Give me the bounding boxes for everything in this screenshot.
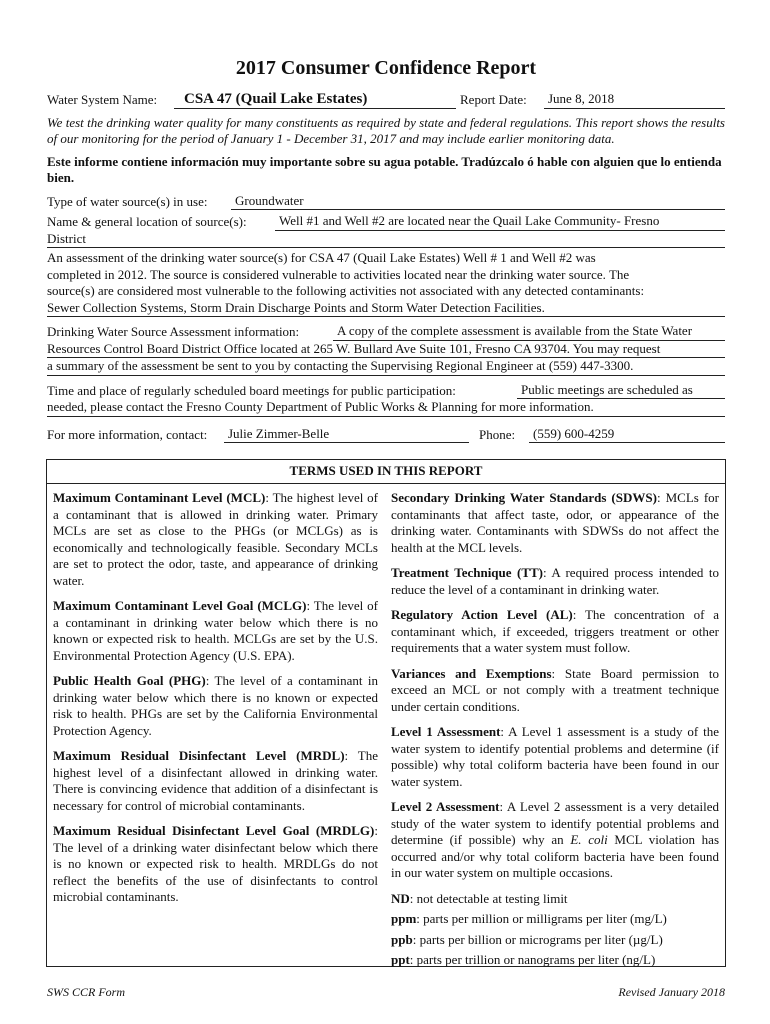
meetings-field: Public meetings are scheduled as bbox=[517, 382, 725, 400]
contact-name-field: Julie Zimmer-Belle bbox=[224, 426, 469, 444]
term-sdws: Secondary Drinking Water Standards (SDWS): MCLs for contaminants that affect taste, odor, or appearance of the drinking water. Contaminants with SDWSs do not affect the health at the MCL levels. bbox=[391, 490, 720, 555]
meetings-row bbox=[47, 382, 725, 400]
term-ppm: ppm: parts per million or milligrams per liter (mg/L) bbox=[391, 911, 667, 926]
dwsa-line: a summary of the assessment be sent to you by contacting the Supervising Regional Engineer at (559) 447-3300. bbox=[47, 358, 725, 376]
footer-revision: Revised January 2018 bbox=[618, 985, 725, 999]
term-ppb: ppb: parts per billion or micrograms per liter (µg/L) bbox=[391, 931, 663, 947]
dwsa-line: Resources Control Board District Office located at 265 W. Bullard Ave Suite 101, Fresno CA 93704. You may request bbox=[47, 341, 725, 359]
source-location-field: Well #1 and Well #2 are located near the Quail Lake Community- Fresno bbox=[275, 213, 725, 231]
assessment-block bbox=[47, 250, 725, 317]
term-ppt: ppt: parts per trillion or nanograms per liter (ng/L) bbox=[391, 952, 656, 967]
assessment-line: An assessment of the drinking water source(s) for CSA 47 (Quail Lake Estates) Well # 1 and Well #2 was bbox=[47, 250, 596, 265]
meetings-line: needed, please contact the Fresno County Department of Public Works & Planning for more information. bbox=[47, 399, 725, 417]
spanish-notice: Este informe contiene información muy importante sobre su agua potable. Tradúzcalo ó hable con alguien que lo entienda bien. bbox=[47, 153, 722, 185]
dwsa-row bbox=[47, 323, 725, 341]
page-footer bbox=[47, 984, 725, 1001]
term-mrdlg: Maximum Residual Disinfectant Level Goal (MRDLG): The level of a drinking water disinfectant below which there is no known or expected risk to health. MRDLGs do not reflect the benefits of the use of disinfectants to control microbial contaminants. bbox=[53, 823, 378, 904]
assessment-line: source(s) are considered most vulnerable to the following activities not associated with any detected contaminants: bbox=[47, 283, 645, 298]
contact-label: For more information, contact: bbox=[47, 426, 208, 442]
report-date-label: Report Date: bbox=[460, 92, 527, 107]
terms-right-column bbox=[386, 490, 719, 973]
report-date-field: June 8, 2018 bbox=[544, 91, 725, 109]
footer-form-name: SWS CCR Form bbox=[47, 985, 125, 999]
source-type-row bbox=[47, 193, 725, 211]
term-phg: Public Health Goal (PHG): The level of a contaminant in drinking water below which there is no known or expected risk to health. PHGs are set by the California Environmental Protection Agency. bbox=[53, 673, 378, 738]
terms-heading: TERMS USED IN THIS REPORT bbox=[47, 460, 725, 484]
term-variances: Variances and Exemptions: State Board permission to exceed an MCL or not comply with a treatment technique under certain conditions. bbox=[391, 665, 719, 714]
term-level1: Level 1 Assessment: A Level 1 assessment is a study of the water system to identify potential problems and determine (if possible) why total coliform bacteria have been found in our water system. bbox=[391, 724, 719, 789]
phone-label: Phone: bbox=[479, 426, 516, 442]
term-mclg: Maximum Contaminant Level Goal (MCLG): The level of a contaminant in drinking water below which there is no known or expected risk to health. MCLGs are set by the U.S. Environmental Protection Agency (U.S. EPA). bbox=[53, 598, 378, 663]
term-level2: Level 2 Assessment: A Level 2 assessment is a very detailed study of the water system to identify potential problems and determine (if possible) why an E. coli MCL violation has occurred and/or why total coliform bacteria have been found in our water system on multiple occasions. bbox=[391, 799, 720, 880]
source-location-label: Name & general location of source(s): bbox=[47, 214, 247, 229]
terms-box bbox=[46, 459, 726, 967]
assessment-line: completed in 2012. The source is considered vulnerable to activities located near the drinking water source. The bbox=[47, 266, 630, 282]
meetings-label: Time and place of regularly scheduled board meetings for public participation: bbox=[47, 382, 456, 398]
source-location-continued: District bbox=[47, 231, 725, 249]
term-al: Regulatory Action Level (AL): The concentration of a contaminant which, if exceeded, triggers treatment or other requirements that a water system must follow. bbox=[391, 607, 719, 655]
report-page bbox=[47, 55, 725, 443]
water-system-label: Water System Name: bbox=[47, 92, 158, 107]
term-nd: ND: not detectable at testing limit bbox=[391, 890, 568, 906]
page-title: 2017 Consumer Confidence Report bbox=[235, 57, 537, 79]
assessment-line: Sewer Collection Systems, Storm Drain Discharge Points and Storm Water Detection Facilities. bbox=[47, 300, 725, 318]
water-system-row bbox=[47, 91, 725, 109]
intro-text: We test the drinking water quality for many constituents as required by state and federal regulations. This report shows the results of our monitoring for the period of January 1 - December 31, 2017 and may include earlier monitoring data. bbox=[47, 114, 725, 146]
term-tt: Treatment Technique (TT): A required process intended to reduce the level of a contaminant in drinking water. bbox=[391, 565, 719, 597]
contact-row bbox=[47, 426, 725, 444]
phone-field: (559) 600-4259 bbox=[529, 426, 725, 444]
term-mrdl: Maximum Residual Disinfectant Level (MRDL): The highest level of a disinfectant allowed in drinking water. There is convincing evidence that addition of a disinfectant is necessary for control of microbial contaminants. bbox=[53, 748, 378, 813]
term-mcl: Maximum Contaminant Level (MCL): The highest level of a contaminant that is allowed in drinking water. Primary MCLs are set as close to the PHGs (or MCLGs) as is economically and technologically feasible. Secondary MCLs are set to protect the odor, taste, and appearance of drinking water. bbox=[53, 490, 379, 588]
dwsa-field: A copy of the complete assessment is available from the State Water bbox=[333, 323, 725, 341]
source-type-field: Groundwater bbox=[231, 193, 725, 211]
water-system-field: CSA 47 (Quail Lake Estates) bbox=[174, 91, 456, 109]
source-type-label: Type of water source(s) in use: bbox=[47, 193, 208, 209]
source-location-row bbox=[47, 213, 725, 231]
dwsa-label: Drinking Water Source Assessment information: bbox=[47, 324, 300, 339]
terms-left-column bbox=[53, 490, 386, 973]
